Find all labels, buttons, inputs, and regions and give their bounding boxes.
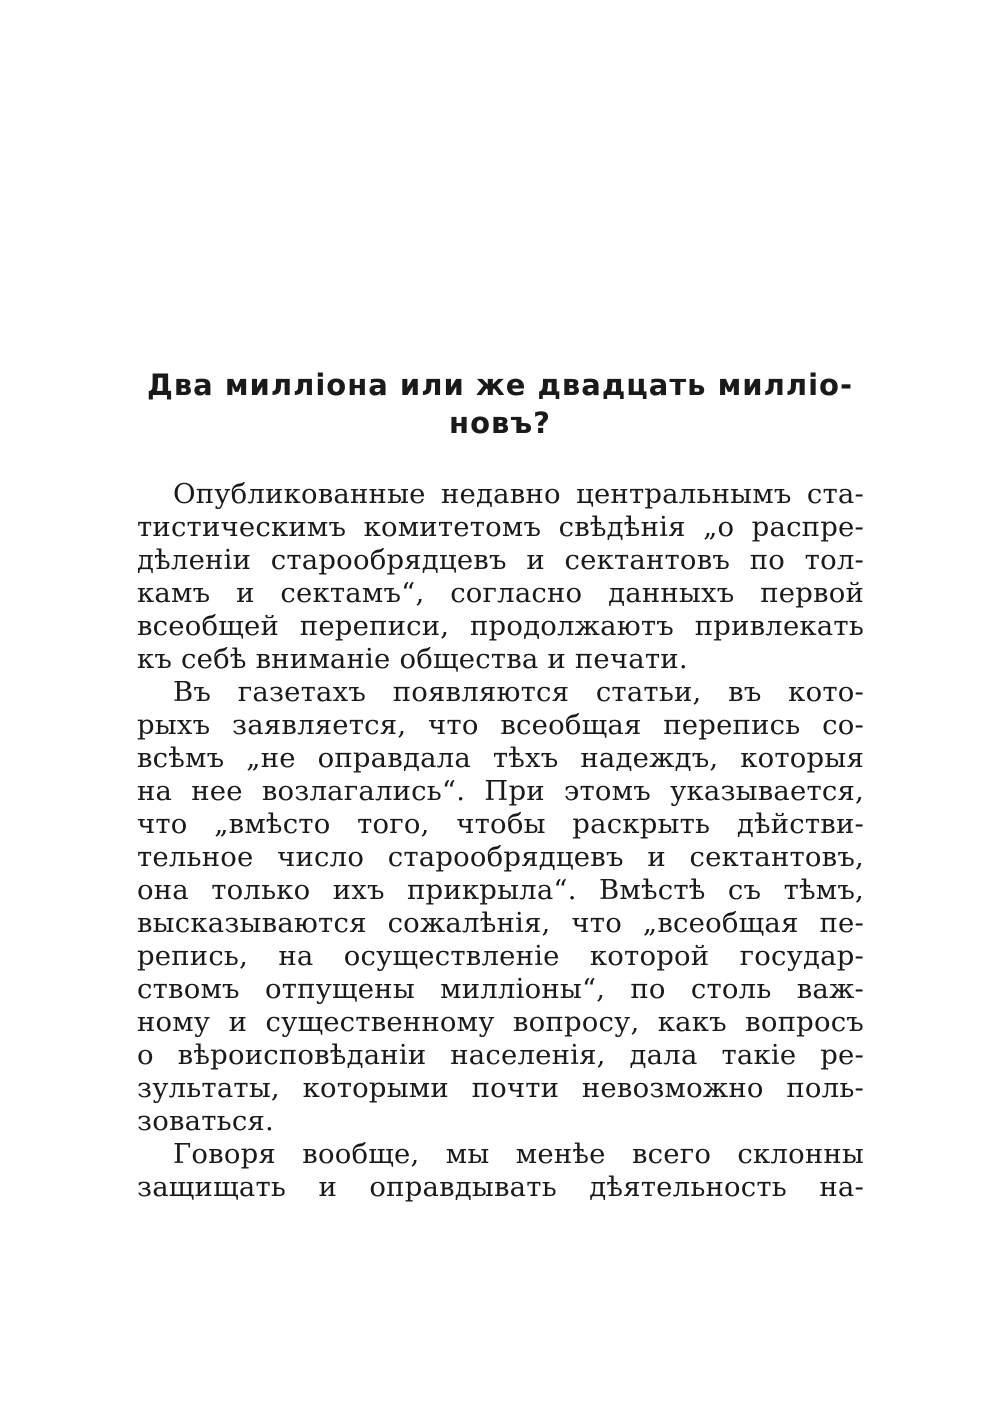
text-line: тистическимъ комитетомъ свѣдѣнія „о распре- [137, 511, 864, 543]
text-line: ствомъ отпущены милліоны“, по столь важ- [137, 973, 864, 1005]
text-line: къ себѣ вниманіе общества и печати. [137, 643, 688, 675]
text-line: рыхъ заявляется, что всеобщая перепись со- [137, 709, 864, 741]
text-line: всеобщей переписи, продолжаютъ привлекать [137, 610, 864, 642]
text-line: ному и существенному вопросу, какъ вопросъ [137, 1006, 864, 1038]
text-line: высказываются сожалѣнія, что „всеобщая пе- [137, 907, 864, 939]
text-line: Опубликованные недавно центральнымъ ста- [173, 478, 864, 510]
text-line: репись, на осуществленіе которой государ- [137, 940, 864, 972]
title-line: Два милліона или же двадцать милліо- [147, 368, 853, 402]
text-line: дѣленіи старообрядцевъ и сектантовъ по тол- [137, 544, 864, 576]
text-line: камъ и сектамъ“, согласно данныхъ первой [137, 577, 864, 609]
text-line: защищать и оправдывать дѣятельность на- [137, 1171, 864, 1203]
text-line: Говоря вообще, мы менѣе всего склонны [173, 1138, 864, 1170]
text-line: зультаты, которыми почти невозможно поль- [137, 1072, 864, 1104]
text-line: зоваться. [137, 1105, 274, 1137]
text-line: она только ихъ прикрыла“. Вмѣстѣ съ тѣмъ, [137, 874, 864, 906]
text-line: тельное число старообрядцевъ и сектантовъ, [137, 841, 864, 873]
page-title [140, 366, 860, 442]
body-text [137, 478, 864, 1204]
text-line: на нее возлагались“. При этомъ указывается, [137, 775, 864, 807]
title-line: новъ? [449, 406, 551, 440]
text-line: что „вмѣсто того, чтобы раскрыть дѣйстви- [137, 808, 864, 840]
text-line: о вѣроисповѣданіи населенія, дала такіе ре- [137, 1039, 864, 1071]
text-line: всѣмъ „не оправдала тѣхъ надеждъ, которыя [137, 742, 864, 774]
text-line: Въ газетахъ появляются статьи, въ кото- [173, 676, 864, 708]
